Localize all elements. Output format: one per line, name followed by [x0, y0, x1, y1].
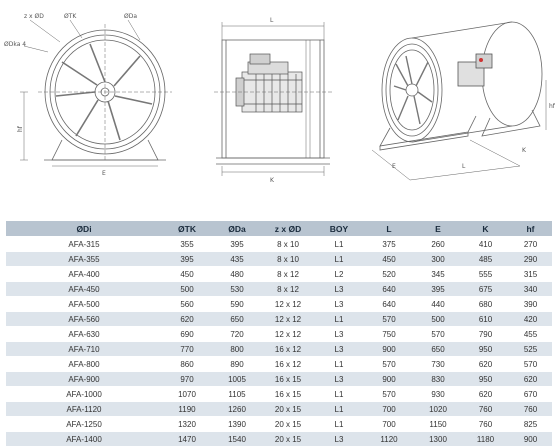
isometric-view-drawing [350, 0, 560, 200]
table-cell: AFA-1120 [6, 402, 162, 417]
table-cell: 1390 [212, 417, 262, 432]
table-cell: 395 [212, 237, 262, 252]
table-cell: 950 [462, 342, 509, 357]
table-cell: 1150 [414, 417, 462, 432]
table-cell: 16 x 15 [262, 372, 314, 387]
label-k-iso: K [522, 147, 526, 154]
table-cell: 760 [462, 402, 509, 417]
table-row [6, 387, 552, 402]
table-cell: 8 x 12 [262, 282, 314, 297]
table-cell: 800 [212, 342, 262, 357]
table-cell: 1005 [212, 372, 262, 387]
table-cell: 620 [509, 372, 552, 387]
table-row [6, 417, 552, 432]
table-cell: 570 [364, 387, 414, 402]
table-cell: 675 [462, 282, 509, 297]
table-cell: 1190 [162, 402, 212, 417]
table-row [6, 432, 552, 447]
header-boy: BOY [314, 221, 364, 237]
table-cell: AFA-710 [6, 342, 162, 357]
table-cell: 8 x 10 [262, 252, 314, 267]
table-cell: AFA-355 [6, 252, 162, 267]
table-row [6, 237, 552, 252]
table-cell: 20 x 15 [262, 402, 314, 417]
table-cell: 410 [462, 237, 509, 252]
table-cell: 290 [509, 252, 552, 267]
table-cell: 640 [364, 297, 414, 312]
table-cell: L2 [314, 267, 364, 282]
table-cell: 610 [462, 312, 509, 327]
table-cell: 700 [364, 402, 414, 417]
table-cell: 20 x 15 [262, 432, 314, 447]
table-cell: 555 [462, 267, 509, 282]
table-cell: 1260 [212, 402, 262, 417]
table-body [6, 237, 552, 447]
table-cell: 375 [364, 237, 414, 252]
table-cell: L3 [314, 282, 364, 297]
table-cell: AFA-1000 [6, 387, 162, 402]
table-cell: 12 x 12 [262, 327, 314, 342]
table-cell: 590 [212, 297, 262, 312]
table-cell: 345 [414, 267, 462, 282]
table-cell: 420 [509, 312, 552, 327]
table-row [6, 312, 552, 327]
table-row [6, 357, 552, 372]
table-cell: 440 [414, 297, 462, 312]
table-cell: 12 x 12 [262, 297, 314, 312]
table-cell: 390 [509, 297, 552, 312]
table-cell: 620 [162, 312, 212, 327]
label-tk: ØTK [64, 13, 77, 20]
label-l-iso: L [462, 163, 466, 170]
table-cell: 435 [212, 252, 262, 267]
technical-drawings [0, 0, 560, 200]
table-cell: 670 [509, 387, 552, 402]
header-zxd: z x ØD [262, 221, 314, 237]
table-cell: 520 [364, 267, 414, 282]
table-cell: L3 [314, 432, 364, 447]
table-cell: L3 [314, 372, 364, 387]
table-cell: AFA-400 [6, 267, 162, 282]
table-cell: 1300 [414, 432, 462, 447]
table-cell: 16 x 15 [262, 387, 314, 402]
table-header-row [6, 221, 552, 237]
table-row [6, 327, 552, 342]
table-cell: 680 [462, 297, 509, 312]
table-cell: 860 [162, 357, 212, 372]
table-cell: 525 [509, 342, 552, 357]
table-cell: AFA-560 [6, 312, 162, 327]
table-cell: L3 [314, 297, 364, 312]
front-view-drawing [0, 0, 190, 200]
table-cell: 570 [414, 327, 462, 342]
table-cell: 650 [212, 312, 262, 327]
table-row [6, 342, 552, 357]
label-dka: ØDka 4 [4, 41, 27, 48]
label-k-side: K [270, 177, 274, 184]
table-cell: 300 [414, 252, 462, 267]
header-da: ØDa [212, 221, 262, 237]
label-hf-iso: hf [549, 103, 555, 110]
table-cell: 620 [462, 357, 509, 372]
table-cell: 760 [462, 417, 509, 432]
table-cell: 500 [162, 282, 212, 297]
table-cell: 450 [364, 252, 414, 267]
table-cell: 790 [462, 327, 509, 342]
header-e: E [414, 221, 462, 237]
table-cell: 760 [509, 402, 552, 417]
table-cell: L1 [314, 237, 364, 252]
side-view-drawing [190, 0, 350, 200]
table-cell: 16 x 12 [262, 357, 314, 372]
table-cell: 450 [162, 267, 212, 282]
table-cell: 12 x 12 [262, 312, 314, 327]
table-cell: L1 [314, 252, 364, 267]
label-l-side: L [270, 17, 274, 24]
table-cell: 260 [414, 237, 462, 252]
table-cell: 1540 [212, 432, 262, 447]
table-cell: 825 [509, 417, 552, 432]
label-e-front: E [102, 170, 106, 177]
table-cell: 1470 [162, 432, 212, 447]
table-row [6, 372, 552, 387]
table-cell: 900 [509, 432, 552, 447]
table-cell: 570 [364, 312, 414, 327]
table-cell: 620 [462, 387, 509, 402]
table-cell: 500 [414, 312, 462, 327]
table-cell: 395 [162, 252, 212, 267]
table-cell: 20 x 15 [262, 417, 314, 432]
table-cell: 900 [364, 342, 414, 357]
table-cell: 395 [414, 282, 462, 297]
table-cell: 1180 [462, 432, 509, 447]
table-cell: AFA-315 [6, 237, 162, 252]
table-cell: 455 [509, 327, 552, 342]
label-da: ØDa [124, 13, 138, 20]
table-cell: L3 [314, 342, 364, 357]
table-cell: 730 [414, 357, 462, 372]
table-cell: L1 [314, 417, 364, 432]
table-cell: 830 [414, 372, 462, 387]
label-hf-front: hf [17, 126, 24, 132]
header-k: K [462, 221, 509, 237]
table-cell: 570 [364, 357, 414, 372]
table-cell: 570 [509, 357, 552, 372]
table-cell: 1105 [212, 387, 262, 402]
table-cell: 950 [462, 372, 509, 387]
table-cell: AFA-630 [6, 327, 162, 342]
header-hf: hf [509, 221, 552, 237]
table-cell: L1 [314, 312, 364, 327]
table-cell: 1120 [364, 432, 414, 447]
table-cell: L3 [314, 327, 364, 342]
dimensions-table [6, 221, 552, 447]
table-cell: 720 [212, 327, 262, 342]
table-cell: 900 [364, 372, 414, 387]
table-cell: L1 [314, 402, 364, 417]
table-cell: 690 [162, 327, 212, 342]
table-cell: 355 [162, 237, 212, 252]
header-tk: ØTK [162, 221, 212, 237]
table-cell: AFA-1400 [6, 432, 162, 447]
table-cell: AFA-450 [6, 282, 162, 297]
table-cell: 1320 [162, 417, 212, 432]
table-cell: 16 x 12 [262, 342, 314, 357]
header-di: ØDi [6, 221, 162, 237]
table-cell: 700 [364, 417, 414, 432]
table-row [6, 252, 552, 267]
label-zxd: z x ØD [24, 13, 44, 20]
table-row [6, 402, 552, 417]
table-cell: 340 [509, 282, 552, 297]
table-cell: 750 [364, 327, 414, 342]
table-cell: AFA-800 [6, 357, 162, 372]
table-cell: 315 [509, 267, 552, 282]
table-cell: 1070 [162, 387, 212, 402]
table-cell: 270 [509, 237, 552, 252]
table-cell: AFA-500 [6, 297, 162, 312]
table-row [6, 267, 552, 282]
table-row [6, 297, 552, 312]
table-cell: 890 [212, 357, 262, 372]
table-cell: L1 [314, 387, 364, 402]
header-l: L [364, 221, 414, 237]
label-e-iso: E [392, 163, 396, 170]
table-cell: 480 [212, 267, 262, 282]
table-cell: 640 [364, 282, 414, 297]
table-cell: 930 [414, 387, 462, 402]
table-cell: 8 x 10 [262, 237, 314, 252]
table-cell: 485 [462, 252, 509, 267]
table-cell: AFA-900 [6, 372, 162, 387]
table-cell: 650 [414, 342, 462, 357]
table-cell: 1020 [414, 402, 462, 417]
table-cell: 970 [162, 372, 212, 387]
table-cell: AFA-1250 [6, 417, 162, 432]
table-cell: 770 [162, 342, 212, 357]
table-cell: 8 x 12 [262, 267, 314, 282]
table-cell: 560 [162, 297, 212, 312]
table-cell: 530 [212, 282, 262, 297]
table-cell: L1 [314, 357, 364, 372]
table-row [6, 282, 552, 297]
